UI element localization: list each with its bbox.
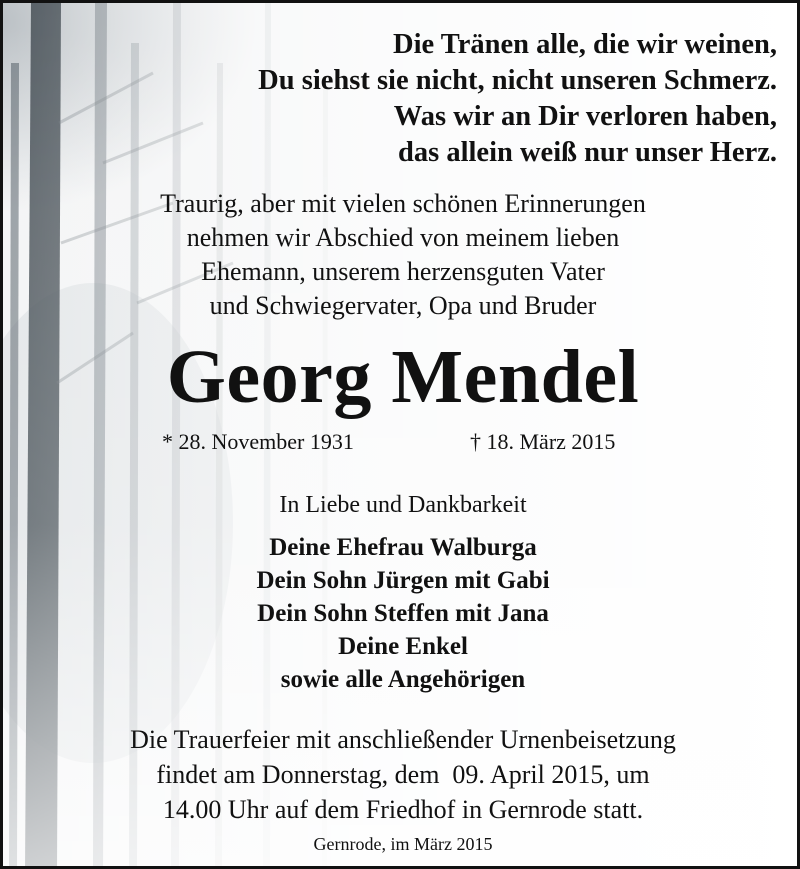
service-line: Die Trauerfeier mit anschließender Urnenbeisetzung <box>130 725 676 754</box>
family-member: Deine Ehefrau Walburga <box>269 534 537 561</box>
funeral-service-info <box>3 722 800 827</box>
family-member: sowie alle Angehörigen <box>280 666 526 693</box>
poem-line: Die Tränen alle, die wir weinen, <box>393 29 777 60</box>
family-member: Dein Sohn Jürgen mit Gabi <box>256 567 550 594</box>
service-line: 14.00 Uhr auf dem Friedhof in Gernrode statt. <box>162 795 644 824</box>
birth-date: * 28. November 1931 <box>162 429 354 454</box>
death-date: † 18. März 2015 <box>470 429 616 454</box>
poem-line: Du siehst sie nicht, nicht unseren Schmerz. <box>258 65 777 96</box>
intro-line: Traurig, aber mit vielen schönen Erinnerungen <box>160 189 646 218</box>
family-member: Dein Sohn Steffen mit Jana <box>257 600 549 627</box>
intro-text <box>3 187 800 323</box>
poem-line: das allein weiß nur unser Herz. <box>398 137 777 168</box>
intro-line: Ehemann, unserem herzensguten Vater <box>201 257 605 286</box>
family-member: Deine Enkel <box>338 633 468 660</box>
closing-phrase: In Liebe und Dankbarkeit <box>279 492 527 518</box>
intro-line: nehmen wir Abschied von meinem lieben <box>186 223 620 252</box>
intro-line: und Schwiegervater, Opa und Bruder <box>209 291 597 320</box>
deceased-name: Georg Mendel <box>166 335 640 419</box>
family-list <box>3 531 800 696</box>
place-and-date: Gernrode, im März 2015 <box>313 834 493 854</box>
poem-verse <box>258 27 777 171</box>
poem-line: Was wir an Dir verloren haben, <box>393 101 777 132</box>
service-line: findet am Donnerstag, dem 09. April 2015, um <box>156 760 650 789</box>
